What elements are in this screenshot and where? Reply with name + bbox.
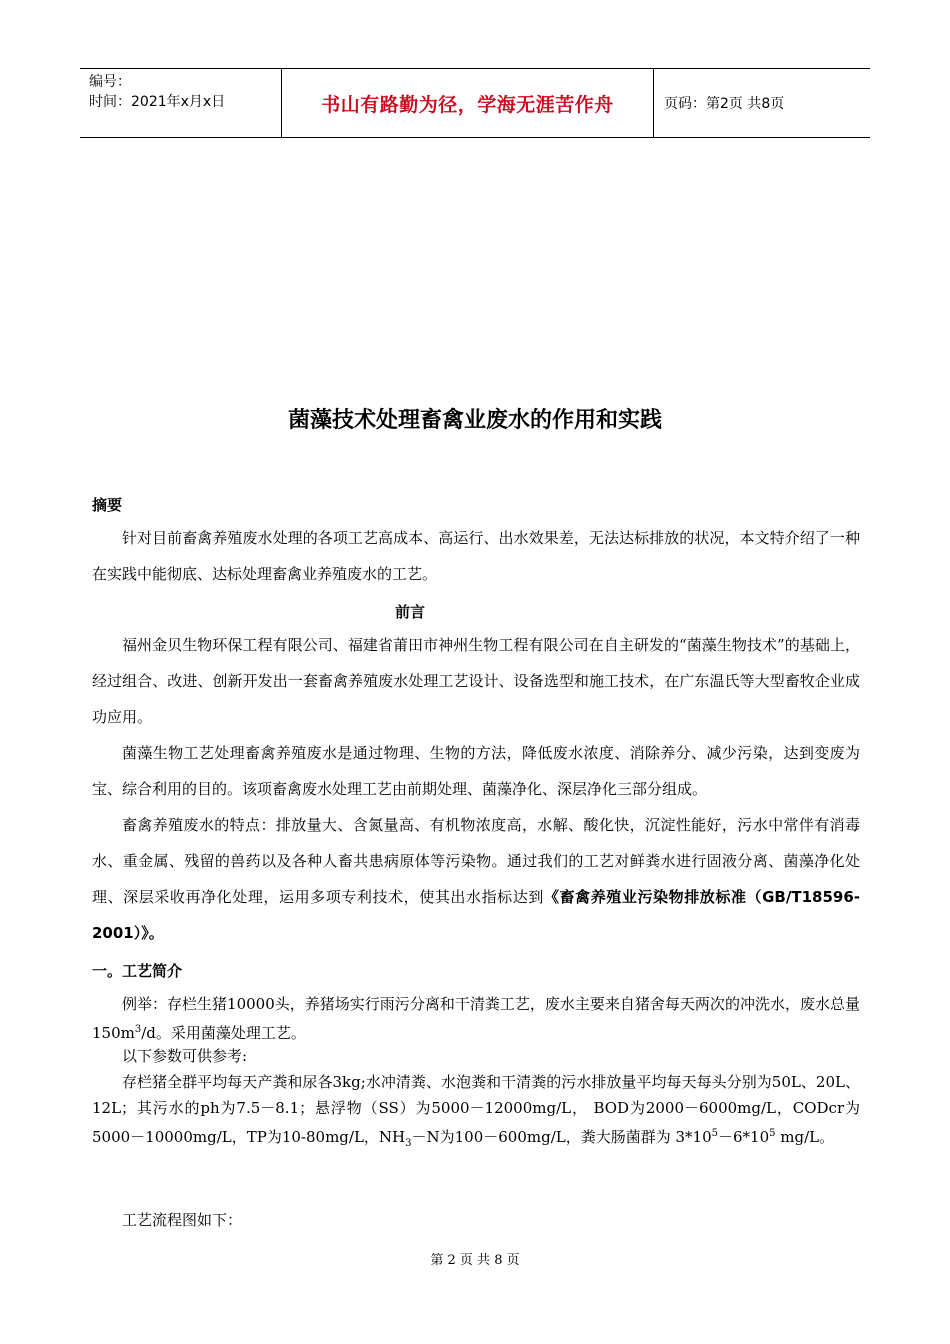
code-label: 编号：	[89, 74, 131, 90]
preface-paragraph-2: 菌藻生物工艺处理畜禽养殖废水是通过物理、生物的方法，降低废水浓度、消除养分、减少污染，达到变废为宝、综合利用的目的。该项畜禽废水处理工艺由前期处理、菌藻净化、深层净化三部分组成。	[92, 744, 860, 798]
params-superscript-1: 5	[711, 1128, 719, 1139]
page-footer: 第 2 页 共 8 页	[430, 1253, 520, 1268]
header-page-info: 页码：第2页 共8页	[664, 96, 785, 112]
params-text-a: 存栏猪全群平均每天产粪和尿各3kg;水冲清粪、水泡粪和干清粪的污水排放量平均每天每头分别为50L、20L、12L；其污水的ph为7.5－8.1；悬浮物（SS）为5000－12000mg/L， BOD为2000－6000mg/L，CODcr为5000－10000mg/L，TP为10-80mg/L，NH	[92, 1073, 860, 1146]
preface-paragraph-1: 福州金贝生物环保工程有限公司、福建省莆田市神州生物工程有限公司在自主研发的“菌藻生物技术”的基础上，经过组合、改进、创新开发出一套畜禽养殖废水处理工艺设计、设备选型和施工技术，在广东温氏等大型畜牧企业成功应用。	[92, 636, 860, 726]
params-text-c: －6*10	[718, 1128, 770, 1146]
reference-line: 以下参数可供参考:	[122, 1047, 248, 1065]
flowchart-intro: 工艺流程图如下：	[122, 1211, 243, 1229]
preface-label: 前言	[394, 603, 425, 621]
params-text-b: －N为100－600mg/L，粪大肠菌群为 3*10	[411, 1128, 712, 1146]
abstract-label: 摘要	[92, 496, 123, 514]
example-text-end: /d。采用菌藻处理工艺。	[141, 1024, 306, 1042]
params-superscript-2: 5	[769, 1128, 776, 1139]
time-line: 时间：2021年x月x日	[89, 94, 226, 110]
params-text-d: mg/L。	[775, 1128, 835, 1146]
preface-paragraph-3-text: 畜禽养殖废水的特点：排放量大、含氮量高、有机物浓度高，水解、酸化快，沉淀性能好，污水中常伴有消毒水、重金属、残留的兽药以及各种人畜共患病原体等污染物。通过我们的工艺对鲜粪水进行固液分离、菌藻净化处理、深层采收再净化处理，运用多项专利技术，使其出水指标达到	[92, 816, 860, 906]
header-motto: 书山有路勤为径，学海无涯苦作舟	[281, 69, 654, 137]
example-text: 例举：存栏生猪10000头，养猪场实行雨污分离和干清粪工艺，废水主要来自猪舍每天两次的冲洗水，废水总量150m	[92, 995, 860, 1042]
standard-reference: 《畜禽养殖业污染物排放标准（GB/T18596-2001）》。	[92, 888, 860, 942]
parameters-paragraph	[92, 1069, 860, 1157]
abstract-text: 针对目前畜禽养殖废水处理的各项工艺高成本、高运行、出水效果差，无法达标排放的状况，本文特介绍了一种在实践中能彻底、达标处理畜禽业养殖废水的工艺。	[92, 529, 860, 583]
preface-paragraph-3	[92, 807, 860, 951]
example-superscript: 3	[134, 1024, 142, 1035]
section-1-heading: 一。工艺简介	[92, 962, 183, 980]
params-subscript: 3	[405, 1138, 412, 1149]
example-paragraph	[92, 991, 860, 1046]
page-header	[80, 68, 870, 138]
header-meta	[80, 69, 281, 137]
document-title: 菌藻技术处理畜禽业废水的作用和实践	[287, 408, 662, 433]
